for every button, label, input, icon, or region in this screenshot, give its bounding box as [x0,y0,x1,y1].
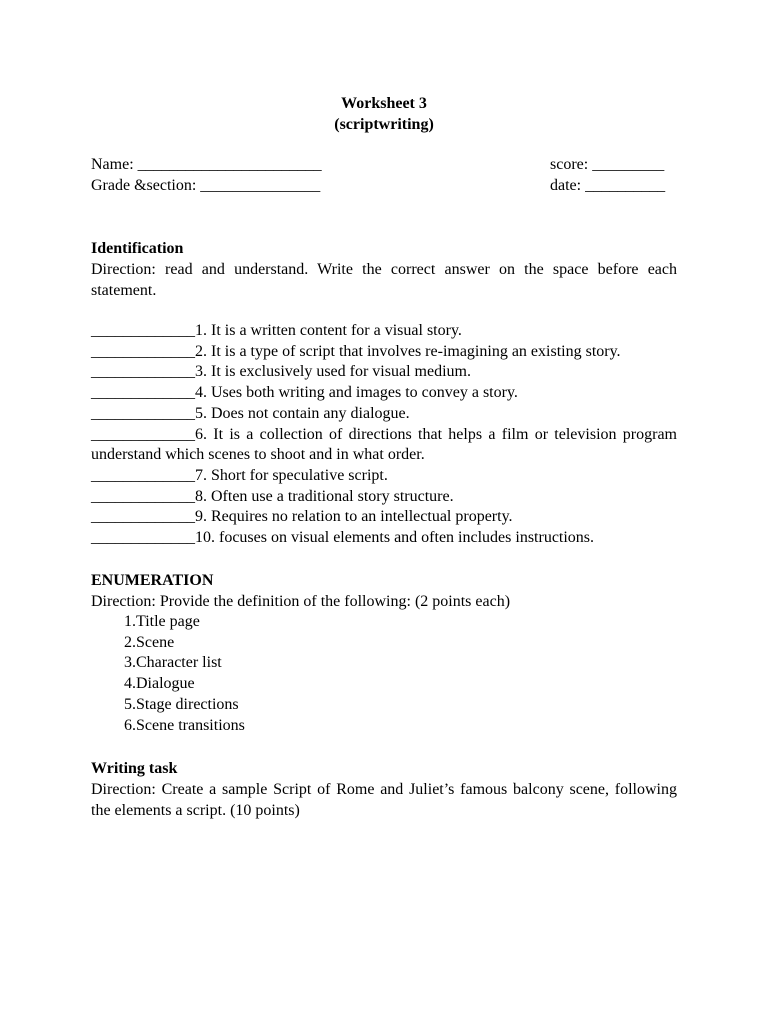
identification-heading: Identification [91,240,184,257]
list-item-text: Dialogue [136,675,195,693]
writing-task-section [91,758,677,821]
list-item-number: 3. [124,654,136,672]
worksheet-title: Worksheet 3 [341,95,427,112]
list-item-text: Scene transitions [136,716,245,734]
list-item [91,612,677,633]
info-row-name [91,154,677,175]
list-item [91,695,677,716]
worksheet-page [91,93,677,821]
identification-item: _____________5. Does not contain any dialogue. [91,404,410,422]
enumeration-heading: ENUMERATION [91,571,214,589]
list-item-number: 5. [124,695,136,713]
info-row-grade [91,175,677,196]
enumeration-direction: Direction: Provide the definition of the following: (2 points each) [91,592,511,610]
student-info [91,154,677,196]
list-item-text: Stage directions [136,695,239,713]
list-item-text: Character list [136,654,222,672]
identification-item: _____________4. Uses both writing and images to convey a story. [91,384,518,402]
list-item [91,633,677,654]
identification-item: _____________7. Short for speculative script. [91,466,388,484]
list-item [91,716,677,737]
list-item-number: 2. [124,633,136,651]
identification-items [91,321,677,549]
worksheet-subtitle: (scriptwriting) [334,116,434,133]
list-item-text: Scene [136,633,175,651]
list-item-text: Title page [136,612,200,630]
identification-direction: Direction: read and understand. Write the correct answer on the space before each statement. [91,261,677,299]
identification-item: _____________2. It is a type of script that involves re-imagining an existing story. [91,342,621,360]
identification-item: _____________10. focuses on visual elements and often includes instructions. [91,529,595,547]
score-field: score: _________ [550,156,665,173]
list-item-number: 4. [124,675,136,693]
identification-item: _____________1. It is a written content for a visual story. [91,322,462,339]
grade-section-field: Grade &section: _______________ [91,177,321,194]
identification-section [91,238,677,549]
list-item-number: 6. [124,716,136,734]
list-item [91,674,677,695]
list-item [91,653,677,674]
identification-item: _____________9. Requires no relation to an intellectual property. [91,508,513,526]
writing-task-direction: Direction: Create a sample Script of Rome and Juliet’s famous balcony scene, following the elements a script. (10 points) [91,780,677,819]
identification-item: _____________3. It is exclusively used for visual medium. [91,363,471,381]
enumeration-list [91,612,677,737]
name-field: Name: _______________________ [91,156,322,173]
list-item-number: 1. [124,612,136,630]
writing-task-heading: Writing task [91,759,178,777]
identification-item: _____________6. It is a collection of directions that helps a film or television program understand which scenes to shoot and in what order. [91,425,677,464]
date-field: date: __________ [550,177,666,194]
enumeration-section [91,570,677,737]
identification-item: _____________8. Often use a traditional story structure. [91,487,454,505]
